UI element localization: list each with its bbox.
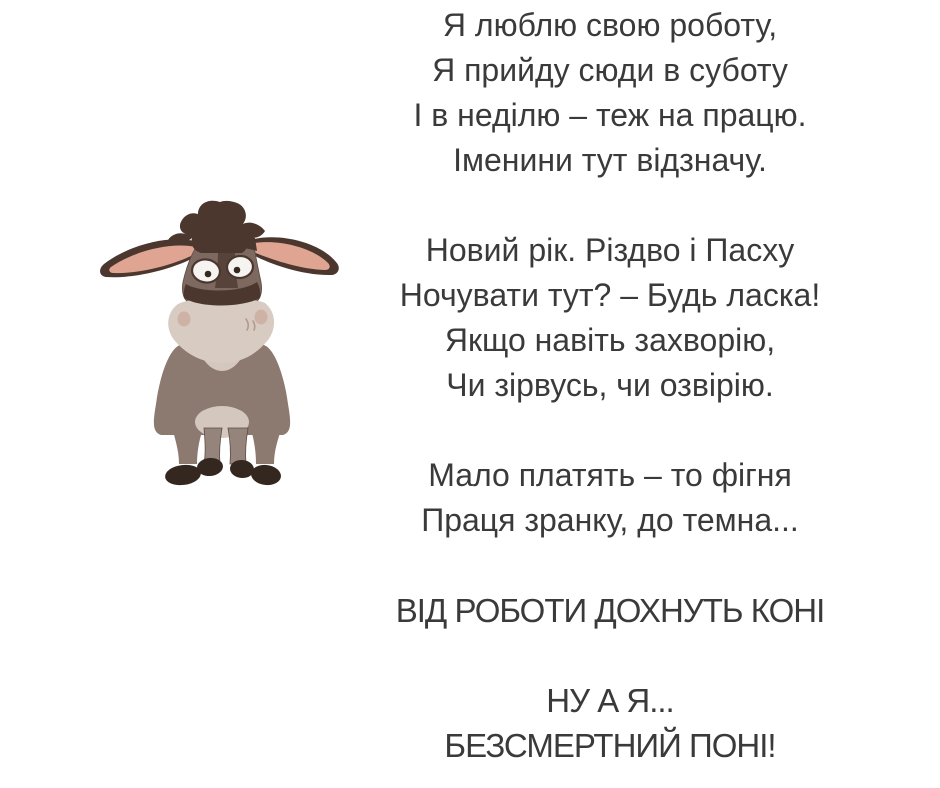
donkey-leg-front-right xyxy=(250,426,282,464)
poem-line: І в неділю – теж на працю. xyxy=(413,97,807,133)
poem-line: Я люблю свою роботу, xyxy=(442,7,778,43)
poem-finale-block xyxy=(280,678,940,768)
poem-stanza-1 xyxy=(280,3,940,183)
poem-line: Я прийду сюди в суботу xyxy=(432,52,788,88)
poem-line: Іменини тут відзначу. xyxy=(453,142,767,178)
poem-line: Новий рік. Різдво і Пасху xyxy=(425,232,795,268)
donkey-leg-hind-right xyxy=(228,428,248,464)
donkey-leg-front-left xyxy=(172,426,204,464)
poem-stanza-3 xyxy=(280,453,940,543)
poem-line: Ночувати тут? – Будь ласка! xyxy=(399,277,821,313)
poem-punchline-block xyxy=(280,588,940,633)
poem-line: Якщо навіть захворію, xyxy=(444,322,776,358)
poem-line: Чи зірвусь, чи озвірію. xyxy=(446,367,774,403)
poem-line: Мало платять – то фігня xyxy=(428,457,792,493)
poem-finale-line: БЕЗСМЕРТНИЙ ПОНІ! xyxy=(444,727,776,764)
poem-line: Праця зранку, до темна... xyxy=(421,502,799,538)
poem-finale-line: НУ А Я... xyxy=(546,682,674,719)
donkey-ear-left xyxy=(100,239,200,277)
poem-punchline: ВІД РОБОТИ ДОХНУТЬ КОНІ xyxy=(395,592,825,629)
poem-stanza-2 xyxy=(280,228,940,408)
poem-text-column xyxy=(280,0,940,768)
